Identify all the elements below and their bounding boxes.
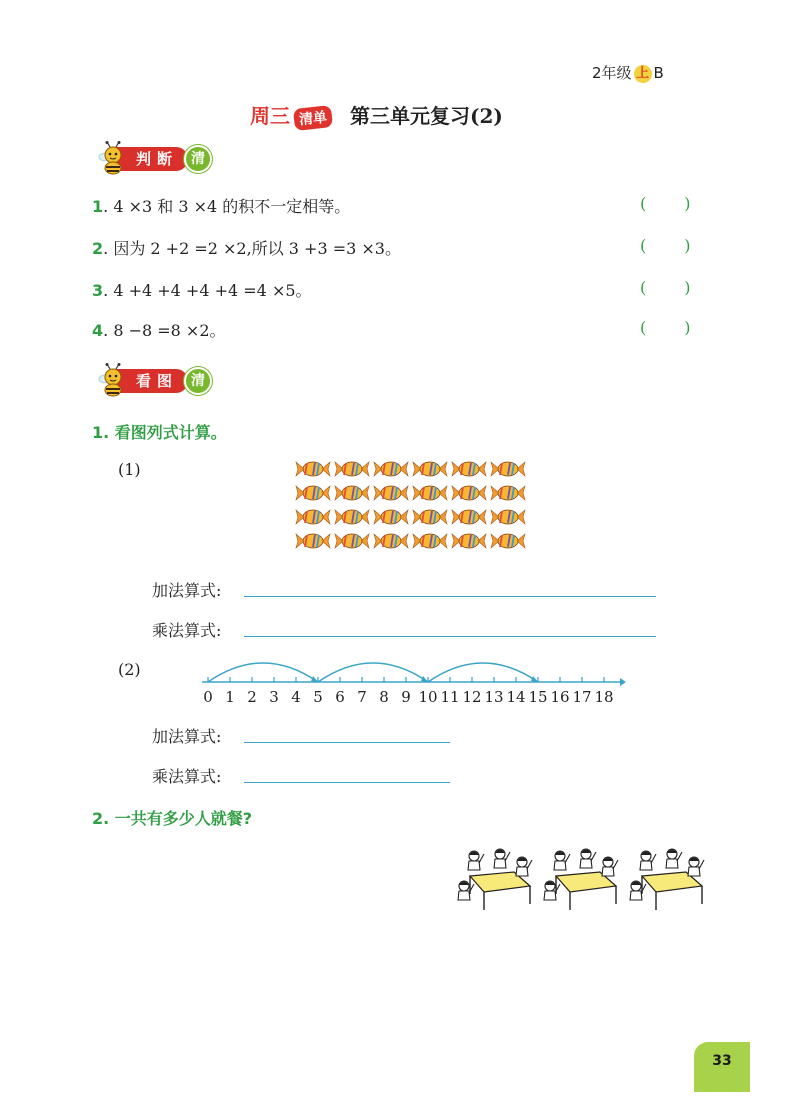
candy-icon (374, 534, 408, 548)
question-text: . 8 −8 =8 ×2。 (103, 321, 226, 340)
judge-question-2 (92, 236, 401, 259)
candy-icon (335, 486, 369, 500)
candy-icon (296, 486, 330, 500)
section-label: 判断 (110, 147, 188, 171)
judge-question-1 (92, 194, 350, 217)
grade-label (592, 62, 664, 83)
multiplication-label-2: 乘法算式: (152, 767, 222, 786)
addition-label-1: 加法算式: (152, 581, 222, 600)
tick-label: 13 (484, 688, 504, 706)
grade-edition: B (653, 64, 664, 82)
answer-blank-1[interactable] (640, 194, 691, 213)
candy-icon (491, 510, 525, 524)
tick-label: 14 (506, 688, 526, 706)
question-text: . 4 +4 +4 +4 +4 =4 ×5。 (103, 281, 312, 300)
section-label: 看图 (110, 369, 188, 393)
tick-label: 11 (440, 688, 460, 706)
tick-label: 12 (462, 688, 482, 706)
section-header-judge (96, 144, 212, 174)
number-line (196, 652, 626, 708)
grade-badge: 上 (634, 65, 652, 83)
candy-icon (374, 462, 408, 476)
candy-icon (452, 486, 486, 500)
part-1-label: (1) (118, 460, 141, 479)
judge-question-3 (92, 278, 312, 301)
candy-icon (452, 534, 486, 548)
tick-label: 16 (550, 688, 570, 706)
tick-label: 7 (357, 688, 367, 706)
answer-blank-4[interactable] (640, 318, 691, 337)
person-icon (666, 849, 682, 868)
addition-label-2: 加法算式: (152, 727, 222, 746)
bee-icon (96, 141, 132, 177)
question-number: 2 (92, 239, 104, 258)
paren-right: ) (684, 318, 691, 337)
question-1-heading (92, 420, 227, 443)
candy-icon (413, 462, 447, 476)
jump-arc (208, 663, 318, 682)
answer-blank-2[interactable] (640, 236, 691, 255)
tick-label: 9 (401, 688, 411, 706)
question-text: . 看图列式计算。 (103, 423, 227, 442)
candy-icon (452, 462, 486, 476)
person-icon (688, 857, 704, 876)
paren-left: ( (640, 194, 647, 213)
addition-answer-line-1[interactable] (244, 596, 656, 597)
candy-grid (294, 457, 528, 555)
unit-title: 第三单元复习(2) (350, 104, 503, 128)
question-number: 1 (92, 197, 104, 216)
multiplication-answer-line-2[interactable] (244, 782, 450, 783)
person-icon (640, 851, 656, 870)
bee-icon (96, 363, 132, 399)
paren-right: ) (684, 194, 691, 213)
candy-icon (296, 534, 330, 548)
paren-right: ) (684, 236, 691, 255)
person-icon (468, 851, 484, 870)
candy-icon (491, 486, 525, 500)
section-badge: 清 (184, 367, 212, 395)
candy-icon (413, 510, 447, 524)
dining-table-icon (544, 849, 618, 910)
question-2-heading (92, 806, 252, 829)
candy-icon (491, 462, 525, 476)
day-label: 周三 (250, 104, 290, 128)
person-icon (544, 881, 560, 900)
person-icon (630, 881, 646, 900)
person-icon (458, 881, 474, 900)
section-header-picture (96, 366, 212, 396)
person-icon (580, 849, 596, 868)
paren-left: ( (640, 236, 647, 255)
jump-arc (318, 663, 428, 682)
tick-label: 6 (335, 688, 345, 706)
tick-label: 0 (203, 688, 213, 706)
question-number: 3 (92, 281, 104, 300)
dining-tables-illustration (456, 842, 706, 918)
candy-icon (491, 534, 525, 548)
tick-label: 8 (379, 688, 389, 706)
paren-right: ) (684, 278, 691, 297)
dining-table-icon (458, 849, 532, 910)
candy-icon (374, 510, 408, 524)
candy-icon (413, 534, 447, 548)
candy-icon (374, 486, 408, 500)
page-title (250, 100, 503, 129)
paren-left: ( (640, 278, 647, 297)
addition-answer-line-2[interactable] (244, 742, 450, 743)
part-2-label: (2) (118, 660, 141, 679)
paren-left: ( (640, 318, 647, 337)
judge-question-4 (92, 318, 226, 341)
tick-label: 4 (291, 688, 301, 706)
person-icon (494, 849, 510, 868)
tick-label: 15 (528, 688, 548, 706)
person-icon (516, 857, 532, 876)
candy-icon (413, 486, 447, 500)
question-text: . 因为 2 +2 =2 ×2,所以 3 +3 =3 ×3。 (103, 239, 401, 258)
candy-icon (335, 510, 369, 524)
tick-label: 3 (269, 688, 279, 706)
tick-label: 5 (313, 688, 323, 706)
grade-text: 2年级 (592, 64, 632, 82)
tick-label: 2 (247, 688, 257, 706)
person-icon (602, 857, 618, 876)
answer-blank-3[interactable] (640, 278, 691, 297)
multiplication-answer-line-1[interactable] (244, 636, 656, 637)
jump-arc (428, 663, 538, 682)
question-number: 2 (92, 809, 104, 828)
tick-label: 1 (225, 688, 235, 706)
day-tag: 清单 (293, 105, 333, 131)
question-number: 1 (92, 423, 104, 442)
candy-icon (335, 534, 369, 548)
dining-table-icon (630, 849, 704, 910)
person-icon (554, 851, 570, 870)
tick-label: 17 (572, 688, 592, 706)
candy-icon (296, 462, 330, 476)
multiplication-label-1: 乘法算式: (152, 621, 222, 640)
question-text: . 4 ×3 和 3 ×4 的积不一定相等。 (103, 197, 351, 216)
candy-icon (335, 462, 369, 476)
tick-label: 10 (418, 688, 438, 706)
candy-icon (296, 510, 330, 524)
page-number: 33 (694, 1042, 750, 1092)
tick-label: 18 (594, 688, 614, 706)
candy-icon (452, 510, 486, 524)
question-number: 4 (92, 321, 104, 340)
section-badge: 清 (184, 145, 212, 173)
question-text: . 一共有多少人就餐? (103, 809, 253, 828)
